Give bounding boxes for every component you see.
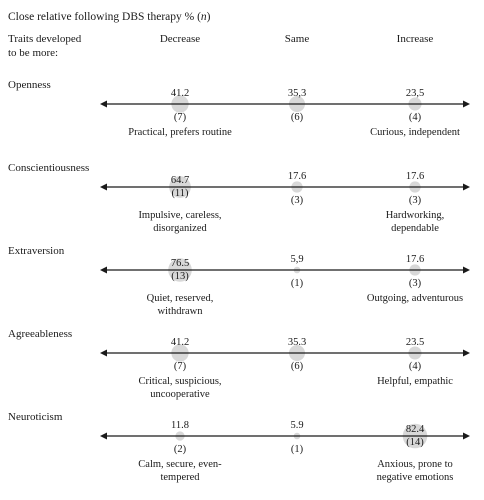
value-label-openness-same: 35,3 [287, 88, 307, 99]
trait-rows [8, 79, 470, 483]
value-label-openness-decrease: 41.2 [170, 88, 190, 99]
high-pole-label-conscientiousness-line2: dependable [391, 223, 439, 234]
chart-title: Close relative following DBS therapy % (n) [8, 11, 211, 23]
trait-name-neuroticism: Neuroticism [8, 411, 63, 423]
count-label-neuroticism-increase: (14) [406, 437, 424, 448]
value-label-agreeableness-decrease: 41.2 [170, 337, 190, 348]
count-label-extraversion-same: (1) [290, 278, 304, 289]
column-header-decrease: Decrease [159, 33, 201, 45]
high-pole-label-conscientiousness: Hardworking, [385, 210, 445, 221]
trait-name-extraversion: Extraversion [8, 245, 65, 257]
low-pole-label-agreeableness: Critical, suspicious, [138, 376, 222, 387]
value-label-extraversion-same: 5,9 [290, 254, 304, 265]
value-label-agreeableness-increase: 23.5 [405, 337, 425, 348]
value-label-extraversion-increase: 17.6 [405, 254, 425, 265]
count-label-openness-increase: (4) [408, 112, 422, 123]
count-label-openness-same: (6) [290, 112, 304, 123]
high-pole-label-neuroticism: Anxious, prone to [377, 459, 453, 470]
trait-name-openness: Openness [8, 79, 51, 91]
low-pole-label-extraversion: Quiet, reserved, [146, 293, 214, 304]
value-label-openness-increase: 23,5 [405, 88, 425, 99]
count-label-neuroticism-decrease: (2) [173, 444, 187, 455]
high-pole-label-neuroticism-line2: negative emotions [376, 472, 454, 483]
value-label-neuroticism-increase: 82.4 [405, 424, 425, 435]
row-label-line2: to be more: [8, 47, 59, 59]
count-label-openness-decrease: (7) [173, 112, 187, 123]
count-label-conscientiousness-decrease: (11) [171, 188, 189, 199]
value-label-conscientiousness-same: 17.6 [287, 171, 307, 182]
low-pole-label-conscientiousness-line2: disorganized [153, 223, 207, 234]
value-label-neuroticism-same: 5.9 [290, 420, 304, 431]
count-label-extraversion-increase: (3) [408, 278, 422, 289]
value-label-neuroticism-decrease: 11.8 [171, 420, 189, 431]
value-label-conscientiousness-decrease: 64.7 [170, 175, 190, 186]
count-label-extraversion-decrease: (13) [171, 271, 189, 282]
row-label-line1: Traits developed [8, 33, 82, 45]
value-label-conscientiousness-increase: 17.6 [405, 171, 425, 182]
count-label-neuroticism-same: (1) [290, 444, 304, 455]
value-label-agreeableness-same: 35.3 [287, 337, 307, 348]
count-label-agreeableness-increase: (4) [408, 361, 422, 372]
column-header-same: Same [284, 33, 310, 45]
value-label-extraversion-decrease: 76.5 [170, 258, 190, 269]
high-pole-label-extraversion: Outgoing, adventurous [366, 293, 464, 304]
low-pole-label-extraversion-line2: withdrawn [157, 306, 203, 317]
trait-name-conscientiousness: Conscientiousness [8, 162, 90, 174]
count-label-agreeableness-decrease: (7) [173, 361, 187, 372]
low-pole-label-openness: Practical, prefers routine [128, 127, 232, 138]
count-label-agreeableness-same: (6) [290, 361, 304, 372]
low-pole-label-agreeableness-line2: uncooperative [150, 389, 210, 400]
low-pole-label-neuroticism: Calm, secure, even- [138, 459, 222, 470]
count-label-conscientiousness-same: (3) [290, 195, 304, 206]
low-pole-label-conscientiousness: Impulsive, careless, [138, 210, 222, 221]
high-pole-label-openness: Curious, independent [370, 127, 460, 138]
trait-name-agreeableness: Agreeableness [8, 328, 73, 340]
high-pole-label-agreeableness: Helpful, empathic [377, 376, 453, 387]
low-pole-label-neuroticism-line2: tempered [160, 472, 200, 483]
column-header-increase: Increase [396, 33, 434, 45]
count-label-conscientiousness-increase: (3) [408, 195, 422, 206]
